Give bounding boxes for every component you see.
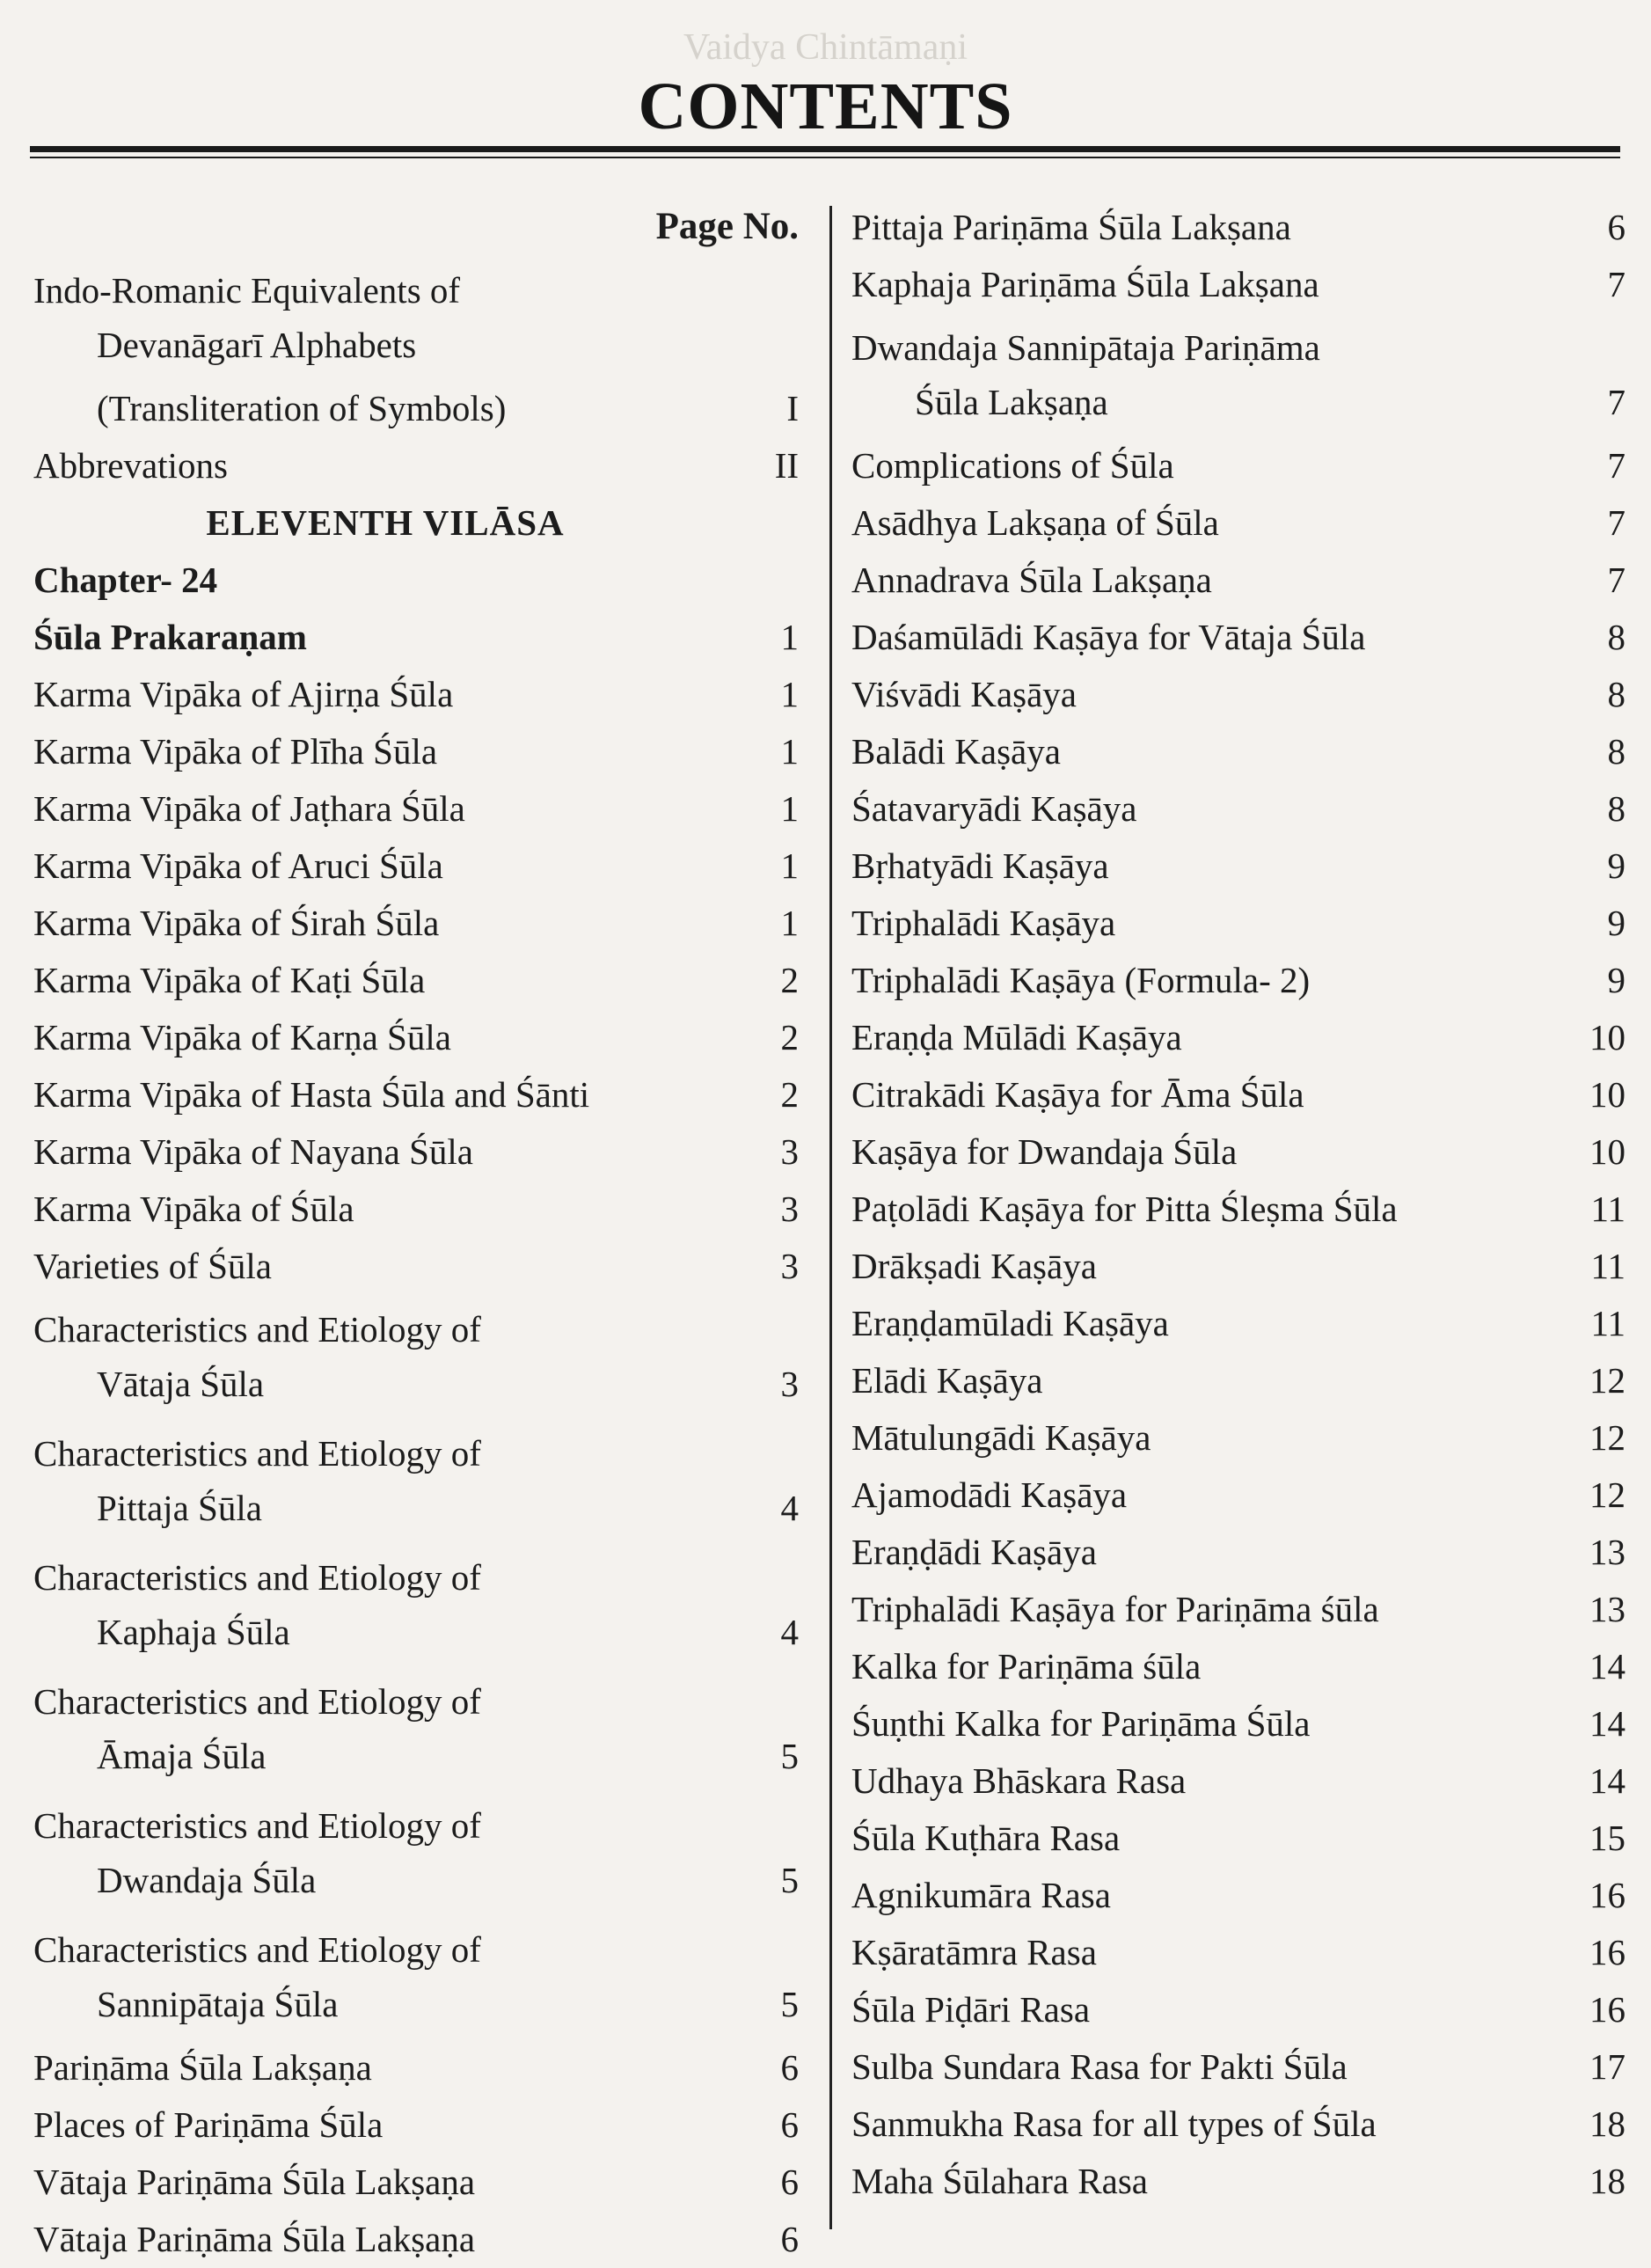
toc-entry — [851, 494, 1625, 552]
toc-entry-title — [851, 1931, 1564, 1973]
toc-entry-title — [33, 1073, 737, 1116]
toc-entry-title-line: Śūla Piḍāri Rasa — [851, 1989, 1091, 2030]
toc-entry-title — [851, 2103, 1564, 2145]
toc-entry-title-line: Pittaja Śūla — [97, 1488, 262, 1528]
toc-entry-title-line: Triphalādi Kaṣāya (Formula- 2) — [851, 960, 1311, 1000]
toc-entry-title-line: Kaṣāya for Dwandaja Śūla — [851, 1131, 1238, 1172]
toc-entry — [851, 313, 1625, 437]
toc-entry-page: 4 — [780, 1488, 799, 1528]
toc-entry — [851, 1638, 1625, 1695]
toc-entry-title — [851, 1645, 1564, 1687]
toc-entry-title — [33, 1922, 737, 2031]
toc-entry-title — [851, 1073, 1564, 1116]
toc-entry-title-line: Āmaja Śūla — [97, 1736, 267, 1776]
toc-entry — [851, 1695, 1625, 1752]
toc-entry-title-line: Paṭolādi Kaṣāya for Pitta Śleṣma Śūla — [851, 1189, 1398, 1229]
toc-entry-title-line: ELEVENTH VILĀSA — [206, 502, 565, 543]
toc-entry-page: 2 — [780, 1017, 799, 1057]
toc-entry-title — [851, 1016, 1564, 1058]
contents-right-column — [851, 199, 1625, 2210]
toc-entry-page: 8 — [1607, 788, 1625, 829]
toc-entry — [851, 1409, 1625, 1467]
toc-entry-title — [851, 902, 1564, 944]
toc-entry-title — [33, 1016, 737, 1058]
toc-entry-page: 18 — [1589, 2161, 1625, 2201]
toc-entry-title — [851, 1474, 1564, 1516]
toc-entry — [851, 552, 1625, 609]
toc-entry-title-line: Citrakādi Kaṣāya for Āma Śūla — [851, 1074, 1304, 1115]
toc-entry-page: 7 — [1607, 264, 1625, 304]
toc-entry-title-line: Dwandaja Sannipātaja Pariṇāma — [851, 327, 1320, 368]
toc-entry-title-line: Vātaja Śūla — [97, 1364, 265, 1404]
toc-entry-title-line: Devanāgarī Alphabets — [97, 325, 417, 365]
toc-entry — [851, 1524, 1625, 1581]
toc-entry-page: 1 — [780, 788, 799, 829]
toc-entry — [851, 666, 1625, 723]
toc-entry-title — [851, 1760, 1564, 1802]
toc-entry-title-line: Kaphaja Śūla — [97, 1612, 290, 1652]
toc-entry-page: 12 — [1589, 1474, 1625, 1515]
toc-entry — [33, 1066, 799, 1123]
toc-entry-title — [33, 263, 737, 372]
toc-entry-page: 7 — [1607, 382, 1625, 422]
toc-entry-page: 9 — [1607, 960, 1625, 1000]
toc-entry-page: I — [786, 388, 799, 428]
toc-entry-title — [851, 1988, 1564, 2030]
toc-entry-page: 7 — [1607, 560, 1625, 600]
toc-entry-page: 1 — [780, 845, 799, 886]
toc-entry-title-line: Elādi Kaṣāya — [851, 1360, 1043, 1401]
toc-entry-title-line: Agnikumāra Rasa — [851, 1875, 1111, 1915]
toc-entry-title-line: Eraṇḍādi Kaṣāya — [851, 1532, 1097, 1572]
toc-entry-title — [851, 1188, 1564, 1230]
toc-entry — [33, 2154, 799, 2211]
toc-entry — [851, 1810, 1625, 1867]
toc-entry-title — [33, 1245, 737, 1287]
toc-entry-title-line: Vātaja Pariṇāma Śūla Lakṣaṇa — [33, 2162, 476, 2202]
toc-entry — [851, 1752, 1625, 1810]
toc-entry-title — [851, 2045, 1564, 2088]
toc-entry-title — [33, 1302, 737, 1411]
toc-entry-title-line: Drākṣadi Kaṣāya — [851, 1246, 1097, 1286]
toc-entry-page: 3 — [780, 1131, 799, 1172]
toc-entry-title-line: Places of Pariṇāma Śūla — [33, 2104, 384, 2145]
toc-entry — [851, 199, 1625, 256]
toc-entry-title-line: Mātulungādi Kaṣāya — [851, 1417, 1151, 1458]
toc-entry-title-line: Annadrava Śūla Lakṣaṇa — [851, 560, 1212, 600]
toc-entry — [851, 1295, 1625, 1352]
toc-entry-title — [851, 1359, 1564, 1401]
toc-entry — [851, 2153, 1625, 2210]
toc-entry-page: 14 — [1589, 1703, 1625, 1744]
toc-entry — [851, 256, 1625, 313]
toc-entry-page: 8 — [1607, 617, 1625, 657]
toc-entry-title-line: Ajamodādi Kaṣāya — [851, 1474, 1128, 1515]
running-head: Vaidya Chintāmaṇi — [683, 27, 968, 68]
toc-entry — [33, 552, 799, 609]
toc-entry-page: 18 — [1589, 2103, 1625, 2144]
toc-entry-title — [33, 1130, 737, 1173]
toc-entry-page: 3 — [780, 1189, 799, 1229]
toc-entry — [851, 1352, 1625, 1409]
toc-entry-page: 15 — [1589, 1818, 1625, 1858]
toc-entry-title-line: Sulba Sundara Rasa for Pakti Śūla — [851, 2046, 1348, 2087]
toc-entry — [851, 1467, 1625, 1524]
toc-entry-title-line: Triphalādi Kaṣāya — [851, 903, 1116, 943]
toc-entry-title — [851, 616, 1564, 658]
toc-entry-page: 1 — [780, 617, 799, 657]
toc-entry-title-line: Karma Vipāka of Hasta Śūla and Śānti — [33, 1074, 590, 1115]
toc-entry — [851, 952, 1625, 1009]
toc-entry — [33, 666, 799, 723]
toc-entry-title — [33, 616, 737, 658]
toc-entry — [33, 256, 799, 380]
toc-entry-title-line: Dwandaja Śūla — [97, 1860, 317, 1900]
toc-entry — [851, 1009, 1625, 1066]
toc-entry-page: 10 — [1589, 1017, 1625, 1057]
toc-entry-title-line: Characteristics and Etiology of — [33, 1309, 481, 1350]
toc-entry-page: 7 — [1607, 445, 1625, 486]
toc-entry-title — [851, 2160, 1564, 2202]
toc-entry-page: 10 — [1589, 1074, 1625, 1115]
toc-entry — [851, 1581, 1625, 1638]
toc-entry-title — [851, 1817, 1564, 1859]
toc-entry-title — [33, 673, 737, 715]
toc-entry-title-line: Vātaja Pariṇāma Śūla Lakṣaṇa — [33, 2219, 476, 2259]
toc-entry-title — [33, 2103, 737, 2146]
toc-entry — [851, 2096, 1625, 2153]
toc-entry-title — [33, 902, 737, 944]
toc-entry-title-line: Maha Śūlahara Rasa — [851, 2161, 1148, 2201]
toc-entry — [33, 838, 799, 895]
toc-entry — [851, 895, 1625, 952]
toc-entry-page: 3 — [780, 1364, 799, 1404]
toc-entry-page: 16 — [1589, 1989, 1625, 2030]
toc-entry-title — [33, 2161, 737, 2203]
toc-entry-title-line: Triphalādi Kaṣāya for Pariṇāma śūla — [851, 1589, 1379, 1629]
toc-entry-title-line: Complications of Śūla — [851, 445, 1174, 486]
toc-entry-page: 12 — [1589, 1417, 1625, 1458]
toc-entry-title — [851, 1130, 1564, 1173]
toc-entry — [851, 1181, 1625, 1238]
toc-entry-title-line: Karma Vipāka of Aruci Śūla — [33, 845, 443, 886]
toc-entry-title-line: Balādi Kaṣāya — [851, 731, 1061, 772]
toc-entry-page: 11 — [1590, 1303, 1625, 1343]
toc-entry — [33, 494, 799, 552]
toc-entry-title — [851, 787, 1564, 830]
toc-entry-page: 13 — [1589, 1589, 1625, 1629]
toc-entry-title-line: Śūla Prakaraṇam — [33, 617, 307, 657]
toc-entry-title — [851, 1302, 1564, 1344]
toc-entry-page: 14 — [1589, 1760, 1625, 1801]
toc-entry-title — [33, 2046, 737, 2089]
toc-entry-page: 16 — [1589, 1932, 1625, 1972]
toc-entry-title — [851, 444, 1564, 487]
toc-entry — [851, 723, 1625, 780]
toc-entry-title-line: Varieties of Śūla — [33, 1246, 272, 1286]
toc-entry-title-line: Characteristics and Etiology of — [33, 1929, 481, 1970]
toc-entry — [851, 437, 1625, 494]
toc-entry-page: 9 — [1607, 845, 1625, 886]
toc-entry-title-line: Karma Vipāka of Śūla — [33, 1189, 354, 1229]
toc-entry-title — [851, 1416, 1564, 1459]
toc-entry-page: 6 — [1607, 207, 1625, 247]
toc-entry-title — [851, 1702, 1564, 1745]
toc-entry-page: 5 — [780, 1736, 799, 1776]
toc-entry-page: 11 — [1590, 1246, 1625, 1286]
page-no-header — [33, 199, 799, 256]
toc-entry-title — [851, 263, 1564, 305]
page-no-label: Page No. — [655, 206, 799, 247]
toc-entry-page: 16 — [1589, 1875, 1625, 1915]
toc-entry — [851, 838, 1625, 895]
toc-entry-page: 7 — [1607, 502, 1625, 543]
toc-entry-title — [33, 787, 737, 830]
toc-entry-title-line: Eraṇḍamūladi Kaṣāya — [851, 1303, 1169, 1343]
toc-entry-title — [851, 1874, 1564, 1916]
toc-entry-page: 9 — [1607, 903, 1625, 943]
toc-entry-title — [33, 444, 737, 487]
toc-entry — [33, 2039, 799, 2096]
toc-entry — [851, 1981, 1625, 2038]
toc-entry-page: 1 — [780, 903, 799, 943]
toc-entry-page: 2 — [780, 1074, 799, 1115]
toc-entry-title-line: Asādhya Lakṣaṇa of Śūla — [851, 502, 1219, 543]
toc-entry-title-line: Chapter- 24 — [33, 560, 218, 600]
toc-entry-title — [851, 959, 1564, 1001]
toc-entry-title-line: Karma Vipāka of Plīha Śūla — [33, 731, 438, 772]
toc-entry — [33, 380, 799, 437]
toc-entry-title-line: Bṛhatyādi Kaṣāya — [851, 845, 1109, 886]
toc-entry-title — [851, 1245, 1564, 1287]
toc-entry-title-line: Indo-Romanic Equivalents of — [33, 270, 461, 311]
toc-entry-page: 6 — [780, 2047, 799, 2088]
title-rule-thin — [30, 157, 1620, 158]
toc-entry-title — [33, 1550, 737, 1659]
toc-entry-title-line: Daśamūlādi Kaṣāya for Vātaja Śūla — [851, 617, 1366, 657]
toc-entry — [33, 952, 799, 1009]
toc-entry-title-line: Pittaja Pariṇāma Śūla Lakṣana — [851, 207, 1291, 247]
toc-entry — [33, 2096, 799, 2154]
toc-entry-page: 8 — [1607, 674, 1625, 714]
toc-entry-title-line: Characteristics and Etiology of — [33, 1433, 481, 1474]
toc-entry-title-line: Kṣāratāmra Rasa — [851, 1932, 1097, 1972]
toc-entry — [33, 1238, 799, 1295]
toc-entry-title — [33, 730, 737, 772]
toc-entry — [33, 1667, 799, 1791]
toc-entry — [33, 1419, 799, 1543]
toc-entry-title-line: Kalka for Pariṇāma śūla — [851, 1646, 1202, 1686]
toc-entry-title-line: Śūla Kuṭhāra Rasa — [851, 1818, 1121, 1858]
toc-entry-page: 17 — [1589, 2046, 1625, 2087]
toc-entry-title-line: Kaphaja Pariṇāma Śūla Lakṣana — [851, 264, 1319, 304]
toc-entry-page: 6 — [780, 2162, 799, 2202]
toc-entry-page: 8 — [1607, 731, 1625, 772]
toc-entry-title — [851, 501, 1564, 544]
title-rule — [30, 146, 1620, 152]
toc-entry-title — [851, 1531, 1564, 1573]
toc-entry — [851, 1867, 1625, 1924]
page-title: CONTENTS — [638, 70, 1013, 143]
toc-entry — [851, 1924, 1625, 1981]
toc-entry-title-line: Sanmukha Rasa for all types of Śūla — [851, 2103, 1377, 2144]
toc-entry-title — [33, 2218, 737, 2260]
toc-entry-title-line: Characteristics and Etiology of — [33, 1805, 481, 1846]
toc-entry — [851, 2038, 1625, 2096]
toc-entry-title-line: Udhaya Bhāskara Rasa — [851, 1760, 1187, 1801]
toc-entry-title-line: Characteristics and Etiology of — [33, 1557, 481, 1598]
toc-entry-page: 14 — [1589, 1646, 1625, 1686]
toc-entry-title — [33, 501, 737, 544]
toc-entry-title-line: Karma Vipāka of Kaṭi Śūla — [33, 960, 426, 1000]
toc-entry — [851, 609, 1625, 666]
toc-entry-page: 2 — [780, 960, 799, 1000]
toc-entry-title — [33, 845, 737, 887]
toc-entry-title-line: Karma Vipāka of Nayana Śūla — [33, 1131, 473, 1172]
column-divider — [829, 206, 832, 2229]
toc-entry-title — [851, 730, 1564, 772]
toc-entry-title-line: Karma Vipāka of Jaṭhara Śūla — [33, 788, 465, 829]
toc-entry — [851, 1238, 1625, 1295]
toc-entry — [33, 1009, 799, 1066]
toc-entry — [33, 1915, 799, 2039]
toc-entry — [33, 780, 799, 838]
toc-entry-page: 11 — [1590, 1189, 1625, 1229]
toc-entry-title — [33, 1798, 737, 1907]
toc-entry-title — [33, 959, 737, 1001]
toc-entry-title — [33, 387, 737, 429]
toc-entry — [851, 1066, 1625, 1123]
toc-entry-page: 13 — [1589, 1532, 1625, 1572]
toc-entry-title — [33, 1188, 737, 1230]
toc-entry-page: 10 — [1589, 1131, 1625, 1172]
toc-entry-page: 12 — [1589, 1360, 1625, 1401]
toc-entry-title — [851, 206, 1564, 248]
toc-entry-title — [33, 1426, 737, 1535]
toc-entry-title-line: Karma Vipāka of Śirah Śūla — [33, 903, 440, 943]
toc-entry-title-line: Eraṇḍa Mūlādi Kaṣāya — [851, 1017, 1182, 1057]
toc-entry — [33, 895, 799, 952]
toc-entry — [33, 1123, 799, 1181]
toc-entry-title-line: Śatavaryādi Kaṣāya — [851, 788, 1137, 829]
toc-entry-title-line: Characteristics and Etiology of — [33, 1681, 481, 1722]
toc-entry-title-line: Sannipātaja Śūla — [97, 1984, 339, 2024]
toc-entry-title-line: Śūla Lakṣaṇa — [915, 382, 1108, 422]
toc-entry — [33, 1181, 799, 1238]
toc-entry-page: 6 — [780, 2219, 799, 2259]
toc-entry-title — [851, 320, 1564, 429]
toc-entry — [851, 780, 1625, 838]
toc-entry-title-line: (Transliteration of Symbols) — [97, 388, 507, 428]
toc-entry — [33, 1543, 799, 1667]
toc-entry-title — [33, 559, 737, 601]
toc-entry-page: 5 — [780, 1860, 799, 1900]
toc-entry-page: 6 — [780, 2104, 799, 2145]
toc-entry — [33, 437, 799, 494]
toc-entry-page: 1 — [780, 674, 799, 714]
toc-entry — [851, 1123, 1625, 1181]
toc-entry-title — [33, 1674, 737, 1783]
toc-entry-title-line: Abbrevations — [33, 445, 228, 486]
toc-entry — [33, 609, 799, 666]
toc-entry — [33, 723, 799, 780]
toc-entry-title — [851, 845, 1564, 887]
toc-entry — [33, 1791, 799, 1915]
toc-entry — [33, 2211, 799, 2268]
toc-entry-page: 1 — [780, 731, 799, 772]
toc-entry-page: 5 — [780, 1984, 799, 2024]
toc-entry-title — [851, 1588, 1564, 1630]
toc-entry-title — [851, 673, 1564, 715]
toc-entry-title — [851, 559, 1564, 601]
toc-entry-title-line: Pariṇāma Śūla Lakṣaṇa — [33, 2047, 372, 2088]
toc-entry-page: 3 — [780, 1246, 799, 1286]
toc-entry-title-line: Karma Vipāka of Karṇa Śūla — [33, 1017, 451, 1057]
toc-entry-page: 4 — [780, 1612, 799, 1652]
toc-entry-page: II — [774, 445, 799, 486]
toc-entry — [33, 1295, 799, 1419]
toc-entry-title-line: Karma Vipāka of Ajirṇa Śūla — [33, 674, 454, 714]
toc-entry-title-line: Śuṇthi Kalka for Pariṇāma Śūla — [851, 1703, 1311, 1744]
toc-entry-title-line: Viśvādi Kaṣāya — [851, 674, 1077, 714]
contents-left-column — [33, 199, 799, 2268]
